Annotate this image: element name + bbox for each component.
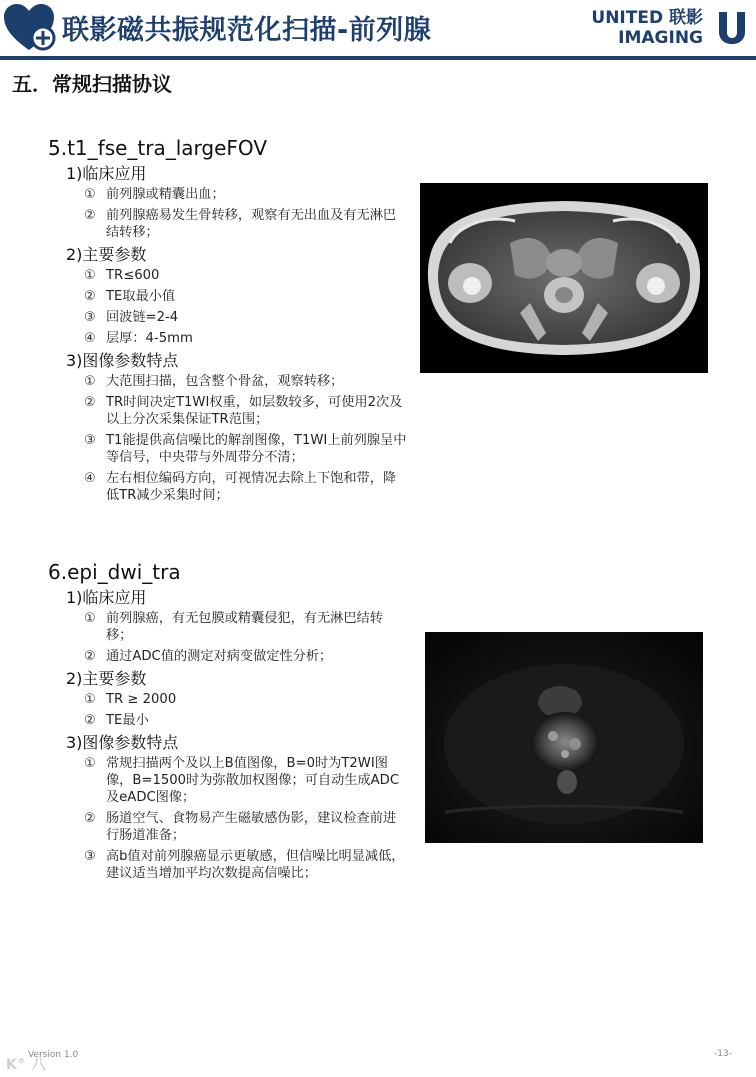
protocol-t1-fse xyxy=(48,136,408,508)
list-item xyxy=(84,267,408,284)
dwi-prostate-mri-image xyxy=(425,632,703,843)
item-text: TR ≥ 2000 xyxy=(106,692,177,707)
item-number: ② xyxy=(84,649,96,664)
item-text: 大范围扫描，包含整个骨盆，观察转移； xyxy=(106,374,344,389)
heart-plus-logo-icon xyxy=(2,2,56,54)
item-number: ② xyxy=(84,289,96,304)
item-text: TR≤600 xyxy=(106,268,160,283)
section-title: 五．常规扫描协议 xyxy=(12,72,172,96)
item-number: ② xyxy=(84,208,96,223)
list-item xyxy=(84,330,408,347)
item-list xyxy=(84,610,408,665)
group-heading: 1)临床应用 xyxy=(66,164,147,183)
item-number: ③ xyxy=(84,433,96,448)
item-number: ② xyxy=(84,395,96,410)
group-heading: 1)临床应用 xyxy=(66,588,147,607)
item-text: 高b值对前列腺癌显示更敏感，但信噪比明显减低，建议适当增加平均次数提高信噪比； xyxy=(106,849,405,881)
list-item xyxy=(84,648,408,665)
item-text: 前列腺癌，有无包膜或精囊侵犯，有无淋巴结转移； xyxy=(106,611,383,643)
list-item xyxy=(84,691,408,708)
page-header xyxy=(0,0,756,58)
item-text: 回波链=2-4 xyxy=(106,310,179,325)
protocol-epi-dwi xyxy=(48,560,408,886)
item-text: 前列腺或精囊出血； xyxy=(106,187,225,202)
item-list xyxy=(84,755,408,882)
list-item xyxy=(84,848,408,882)
item-number: ① xyxy=(84,187,96,202)
list-item xyxy=(84,470,408,504)
group-heading: 3)图像参数特点 xyxy=(66,351,179,370)
protocol-title: 6.epi_dwi_tra xyxy=(48,560,181,584)
protocol-title: 5.t1_fse_tra_largeFOV xyxy=(48,136,267,160)
page-number: -13- xyxy=(714,1049,732,1059)
item-number: ④ xyxy=(84,331,96,346)
footer-version: Version 1.0 xyxy=(28,1050,79,1060)
item-text: TR时间决定T1WI权重，如层数较多，可使用2次及以上分次采集保证TR范围； xyxy=(106,395,403,427)
item-text: T1能提供高信噪比的解剖图像，T1WI上前列腺呈中等信号，中央带与外周带分不清； xyxy=(106,433,407,465)
item-number: ① xyxy=(84,692,96,707)
item-list xyxy=(84,691,408,729)
item-number: ② xyxy=(84,713,96,728)
list-item xyxy=(84,712,408,729)
list-item xyxy=(84,186,408,203)
item-text: TE最小 xyxy=(106,713,149,728)
list-item xyxy=(84,394,408,428)
group-heading: 2)主要参数 xyxy=(66,245,147,264)
item-text: 常规扫描两个及以上B值图像，B=0时为T2WI图像，B=1500时为弥散加权图像；可自动生成ADC及eADC图像； xyxy=(106,756,400,805)
group-heading: 2)主要参数 xyxy=(66,669,147,688)
item-number: ③ xyxy=(84,310,96,325)
item-number: ② xyxy=(84,811,96,826)
item-text: 通过ADC值的测定对病变做定性分析； xyxy=(106,649,333,664)
item-number: ① xyxy=(84,268,96,283)
item-number: ④ xyxy=(84,471,96,486)
united-imaging-logo xyxy=(578,6,748,50)
list-item xyxy=(84,755,408,806)
list-item xyxy=(84,373,408,390)
list-item xyxy=(84,207,408,241)
item-list xyxy=(84,186,408,241)
item-text: 层厚：4-5mm xyxy=(106,331,193,346)
item-text: 左右相位编码方向，可视情况去除上下饱和带，降低TR减少采集时间； xyxy=(106,471,397,503)
header-divider xyxy=(0,56,756,60)
list-item xyxy=(84,309,408,326)
item-text: TE取最小值 xyxy=(106,289,176,304)
list-item xyxy=(84,432,408,466)
list-item xyxy=(84,810,408,844)
group-heading: 3)图像参数特点 xyxy=(66,733,179,752)
page-header-title: 联影磁共振规范化扫描-前列腺 xyxy=(62,15,432,46)
t1-pelvis-mri-image xyxy=(420,183,708,373)
item-number: ① xyxy=(84,374,96,389)
item-list xyxy=(84,373,408,504)
watermark-logo-icon: K° 八 xyxy=(6,1057,47,1073)
item-number: ① xyxy=(84,756,96,771)
item-number: ③ xyxy=(84,849,96,864)
list-item xyxy=(84,610,408,644)
brand-line-1: UNITED 联影 xyxy=(591,8,703,28)
item-text: 肠道空气、食物易产生磁敏感伪影，建议检查前进行肠道准备； xyxy=(106,811,397,843)
list-item xyxy=(84,288,408,305)
item-number: ① xyxy=(84,611,96,626)
brand-line-2: IMAGING xyxy=(618,28,703,48)
brand-u-mark-icon xyxy=(716,10,748,46)
item-list xyxy=(84,267,408,347)
item-text: 前列腺癌易发生骨转移，观察有无出血及有无淋巴结转移； xyxy=(106,208,397,240)
